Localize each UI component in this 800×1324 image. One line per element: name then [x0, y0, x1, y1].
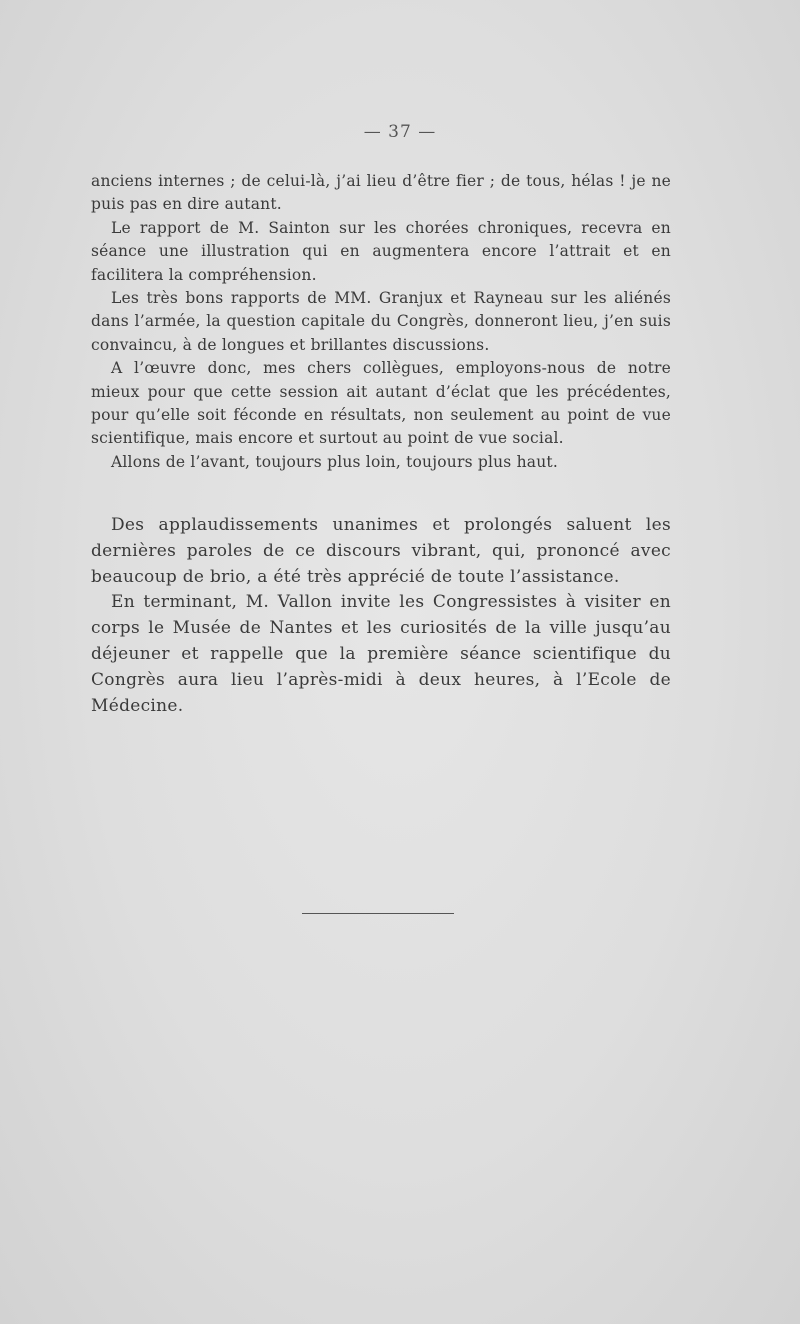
paragraph-vallon-invitation: En terminant, M. Vallon invite les Congressistes à visiter en corps le Musée de Nantes et les curiosités de la ville jusqu’au déjeuner et rappelle que la première séance scientifique du Congrès aura lieu l’après-midi à deux heures, à l’Ecole de Médecine.: [91, 592, 671, 716]
page-number: — 37 —: [363, 122, 437, 142]
speech-excerpt: [91, 170, 671, 474]
paragraph-applause: Des applaudissements unanimes et prolongés saluent les dernières paroles de ce discours vibrant, qui, prononcé avec beaucoup de brio, a été très apprécié de toute l’assistance.: [91, 515, 671, 587]
narrative-section: [91, 513, 671, 719]
paragraph-closing-motto: Allons de l’avant, toujours plus loin, toujours plus haut.: [111, 452, 558, 471]
paragraph-continuation: anciens internes ; de celui-là, j’ai lieu d’être fier ; de tous, hélas ! je ne puis pas en dire autant.: [91, 172, 671, 214]
section-divider: [302, 913, 454, 914]
paragraph-call-to-work: A l’œuvre donc, mes chers collègues, employons-nous de notre mieux pour que cette session ait autant d’éclat que les précédentes, pour qu’elle soit féconde en résultats, non seulement au point de vue scientifique, mais encore et surtout au point de vue social.: [91, 359, 671, 448]
paragraph-sainton-report: Le rapport de M. Sainton sur les chorées chroniques, recevra en séance une illustration qui en augmentera encore l’attrait et en facilitera la compréhension.: [91, 218, 671, 284]
paragraph-granjux-rayneau: Les très bons rapports de MM. Granjux et Rayneau sur les aliénés dans l’armée, la question capitale du Congrès, donneront lieu, j’en suis convaincu, à de longues et brillantes discussions.: [91, 289, 671, 354]
